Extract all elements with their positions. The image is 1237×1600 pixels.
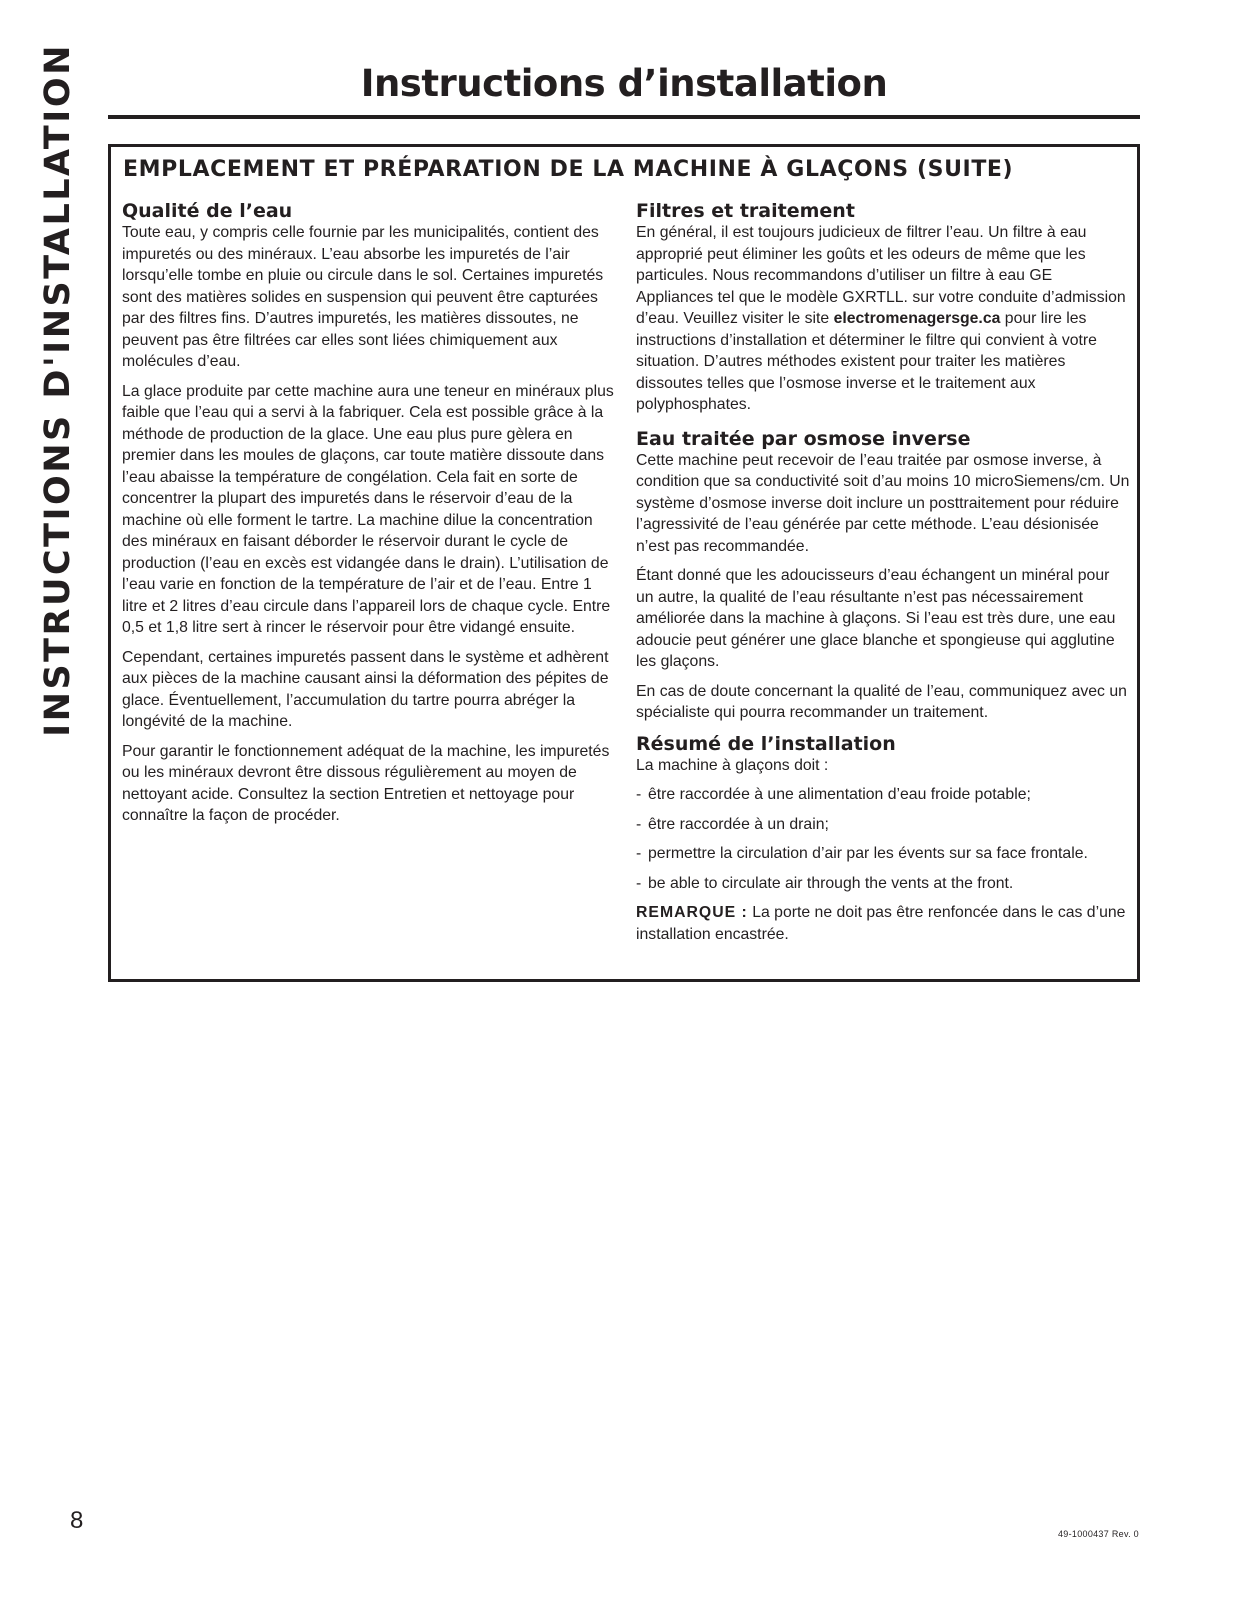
side-section-tab: INSTRUCTIONS D'INSTALLATION [38, 43, 78, 737]
water-quality-paragraph: Toute eau, y compris celle fournie par les municipalités, contient des impuretés ou des minéraux. L’eau absorbe les impuretés de l’air lorsqu’elle tombe en pluie ou circule dans le sol. Certaines impuretés sont des matières solides en suspension qui peuvent être capturées par des filtres fins. D’autres impuretés, les matières dissoutes, ne peuvent pas être filtrées car elles sont liées chimiquement aux molécules d’eau. [122, 224, 604, 370]
note-label: REMARQUE : [636, 904, 748, 921]
installation-summary-intro: La machine à glaçons doit : [636, 756, 829, 774]
section-heading: EMPLACEMENT ET PRÉPARATION DE LA MACHINE À GLAÇONS (SUITE) [123, 157, 1014, 182]
list-dash: - [636, 874, 642, 892]
list-item [636, 843, 1131, 865]
list-item [636, 814, 1131, 836]
filters-text: En général, il est toujours judicieux de filtrer l’eau. Un filtre à eau approprié peut éliminer les goûts et les odeurs de même que les particules. Nous recommandons d’utiliser un filtre à eau GE Appliances tel que le modèle GXRTLL. sur votre conduite d’admission d’eau. Veuillez visiter le site [636, 224, 1126, 327]
filters-text-continued: pour lire les instructions d’installation et déterminer le filtre qui convient à votre situation. D’autres méthodes existent pour traiter les matières dissoutes telles que l’osmose inverse et le traitement aux polyphosphates. [636, 310, 1097, 413]
list-dash: - [636, 815, 642, 833]
list-item [636, 784, 1131, 806]
water-quality-paragraph: La glace produite par cette machine aura une teneur en minéraux plus faible que l’eau qui a servi à la fabriquer. Cela est possible grâce à la méthode de production de la glace. Une eau plus pure gèlera en premier dans les moules de glaçons, car toute matière dissoute dans l’eau abaisse la température de congélation. Cela fait en sorte de concentrer la plupart des impuretés dans le réservoir d’eau de la machine où elle forment le tartre. La machine dilue la concentration des minéraux en faisant déborder le réservoir durant le cycle de production (l’eau en excès est vidangée dans le drain). L’utilisation de l’eau varie en fonction de la température de l’air et de l’eau. Entre 1 litre et 2 litres d’eau circule dans l’appareil lors de chaque cycle. Entre 0,5 et 1,8 litre sert à rincer le réservoir pour être vidangé ensuite. [122, 382, 614, 636]
filters-paragraph [636, 222, 1131, 416]
note-paragraph [636, 902, 1131, 945]
left-column [122, 199, 617, 835]
content-box [108, 144, 1140, 982]
list-item-text: être raccordée à un drain; [648, 815, 829, 833]
document-code: 49-1000437 Rev. 0 [1058, 1529, 1139, 1539]
list-item-text: permettre la circulation d’air par les évents sur sa face frontale. [648, 845, 1088, 862]
right-column [636, 199, 1131, 953]
title-rule [108, 115, 1140, 119]
page-title: Instructions d’installation [360, 62, 888, 105]
website-link[interactable]: electromenagersge.ca [833, 310, 1001, 327]
reverse-osmosis-heading: Eau traitée par osmose inverse [636, 427, 971, 450]
water-quality-heading: Qualité de l’eau [122, 200, 293, 222]
water-quality-paragraph: Cependant, certaines impuretés passent dans le système et adhèrent aux pièces de la machine causant ainsi la déformation des pépites de glace. Éventuellement, l’accumulation du tartre pourra abréger la longévité de la machine. [122, 648, 609, 730]
list-item-text: être raccordée à une alimentation d’eau froide potable; [648, 786, 1031, 803]
reverse-osmosis-paragraph: Cette machine peut recevoir de l’eau traitée par osmose inverse, à condition que sa conductivité soit d’au moins 10 microSiemens/cm. Un système d’osmose inverse doit inclure un posttraitement pour réduire l’agressivité de l’eau générée par cette méthode. L’eau désionisée n’est pas recommandée. [636, 451, 1130, 555]
list-dash: - [636, 845, 642, 862]
reverse-osmosis-paragraph: Étant donné que les adoucisseurs d’eau échangent un minéral pour un autre, la qualité de l’eau résultante n’est pas nécessairement améliorée dans la machine à glaçons. Si l’eau est très dure, une eau adoucie peut générer une glace blanche et spongieuse qui agglutine les glaçons. [636, 567, 1116, 670]
list-dash: - [636, 786, 642, 803]
list-item-text: be able to circulate air through the vents at the front. [648, 874, 1014, 892]
filters-heading: Filtres et traitement [636, 200, 855, 222]
water-quality-paragraph: Pour garantir le fonctionnement adéquat de la machine, les impuretés ou les minéraux devront être dissous régulièrement au moyen de nettoyant acide. Consultez la section Entretien et nettoyage pour connaître la façon de procéder. [122, 742, 610, 824]
note-text: La porte ne doit pas être renfoncée dans le cas d’une installation encastrée. [636, 904, 1126, 943]
list-item [636, 873, 1131, 895]
installation-summary-heading: Résumé de l’installation [636, 732, 896, 755]
reverse-osmosis-paragraph: En cas de doute concernant la qualité de l’eau, communiquez avec un spécialiste qui pourra recommander un traitement. [636, 682, 1127, 721]
page-number: 8 [70, 1507, 84, 1534]
